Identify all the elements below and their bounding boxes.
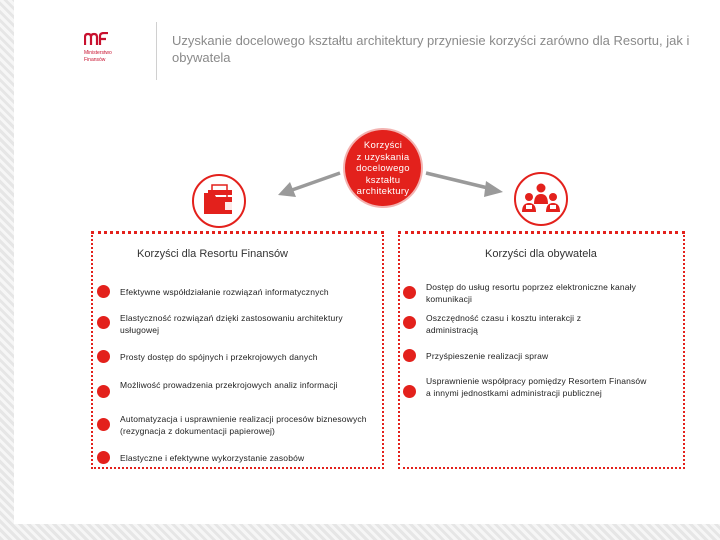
list-bullet (97, 316, 110, 329)
center-line: architektury (356, 186, 410, 197)
citizen-benefit-item: Przyśpieszenie realizacji spraw (426, 351, 549, 361)
list-bullet (403, 286, 416, 299)
list-bullet (97, 451, 110, 464)
slide-title: Uzyskanie docelowego kształtu architektury przyniesie korzyści zarówno dla Resortu, jak i obywatela (172, 33, 690, 65)
list-bullet (403, 349, 416, 362)
arrow-to-resort (278, 173, 340, 197)
citizen-benefits-panel (398, 231, 685, 469)
resort-benefit-item: Możliwość prowadzenia przekrojowych analiz informacji (120, 380, 338, 390)
resort-benefit-item: Elastyczne i efektywne wykorzystanie zasobów (120, 453, 305, 463)
resort-circle (192, 174, 246, 228)
resort-panel-title: Korzyści dla Resortu Finansów (137, 248, 289, 260)
list-bullet (97, 418, 110, 431)
arrow-to-citizen (426, 173, 503, 197)
central-benefits-text (345, 140, 421, 198)
center-line: docelowego (356, 163, 410, 174)
resort-benefit-item: Efektywne współdziałanie rozwiązań informatycznych (120, 287, 329, 297)
resort-benefit-item: Elastyczność rozwiązań dzięki zastosowaniu architektury usługowej (120, 313, 343, 335)
list-bullet (403, 316, 416, 329)
citizen-panel-title: Korzyści dla obywatela (485, 248, 597, 260)
citizen-benefit-item: Usprawnienie współpracy pomiędzy Resortem Finansów a innymi jednostkami administracji publicznej (426, 376, 647, 398)
list-bullet (403, 385, 416, 398)
list-bullet (97, 285, 110, 298)
center-line: z uzyskania (356, 151, 410, 163)
citizen-benefit-item: Oszczędność czasu i kosztu interakcji z administracją (426, 313, 582, 335)
list-bullet (97, 385, 110, 398)
central-benefits-circle (345, 130, 421, 206)
list-bullet (97, 350, 110, 363)
center-line: kształtu (365, 174, 401, 186)
resort-benefit-item: Prosty dostęp do spójnych i przekrojowych danych (120, 352, 318, 362)
logo-text-line: Ministerstwo (84, 50, 112, 56)
citizen-benefit-item: Dostęp do usług resortu poprzez elektroniczne kanały komunikacji (426, 282, 637, 304)
resort-benefit-item: Automatyzacja i usprawnienie realizacji procesów biznesowych (rezygnacja z dokumentacji papierowej) (120, 414, 367, 436)
center-line: Korzyści (363, 140, 403, 151)
folder-documents-icon (194, 176, 244, 226)
people-group-icon (516, 174, 566, 224)
logo-text-line: Finansów (84, 57, 106, 63)
citizen-circle (514, 172, 568, 226)
